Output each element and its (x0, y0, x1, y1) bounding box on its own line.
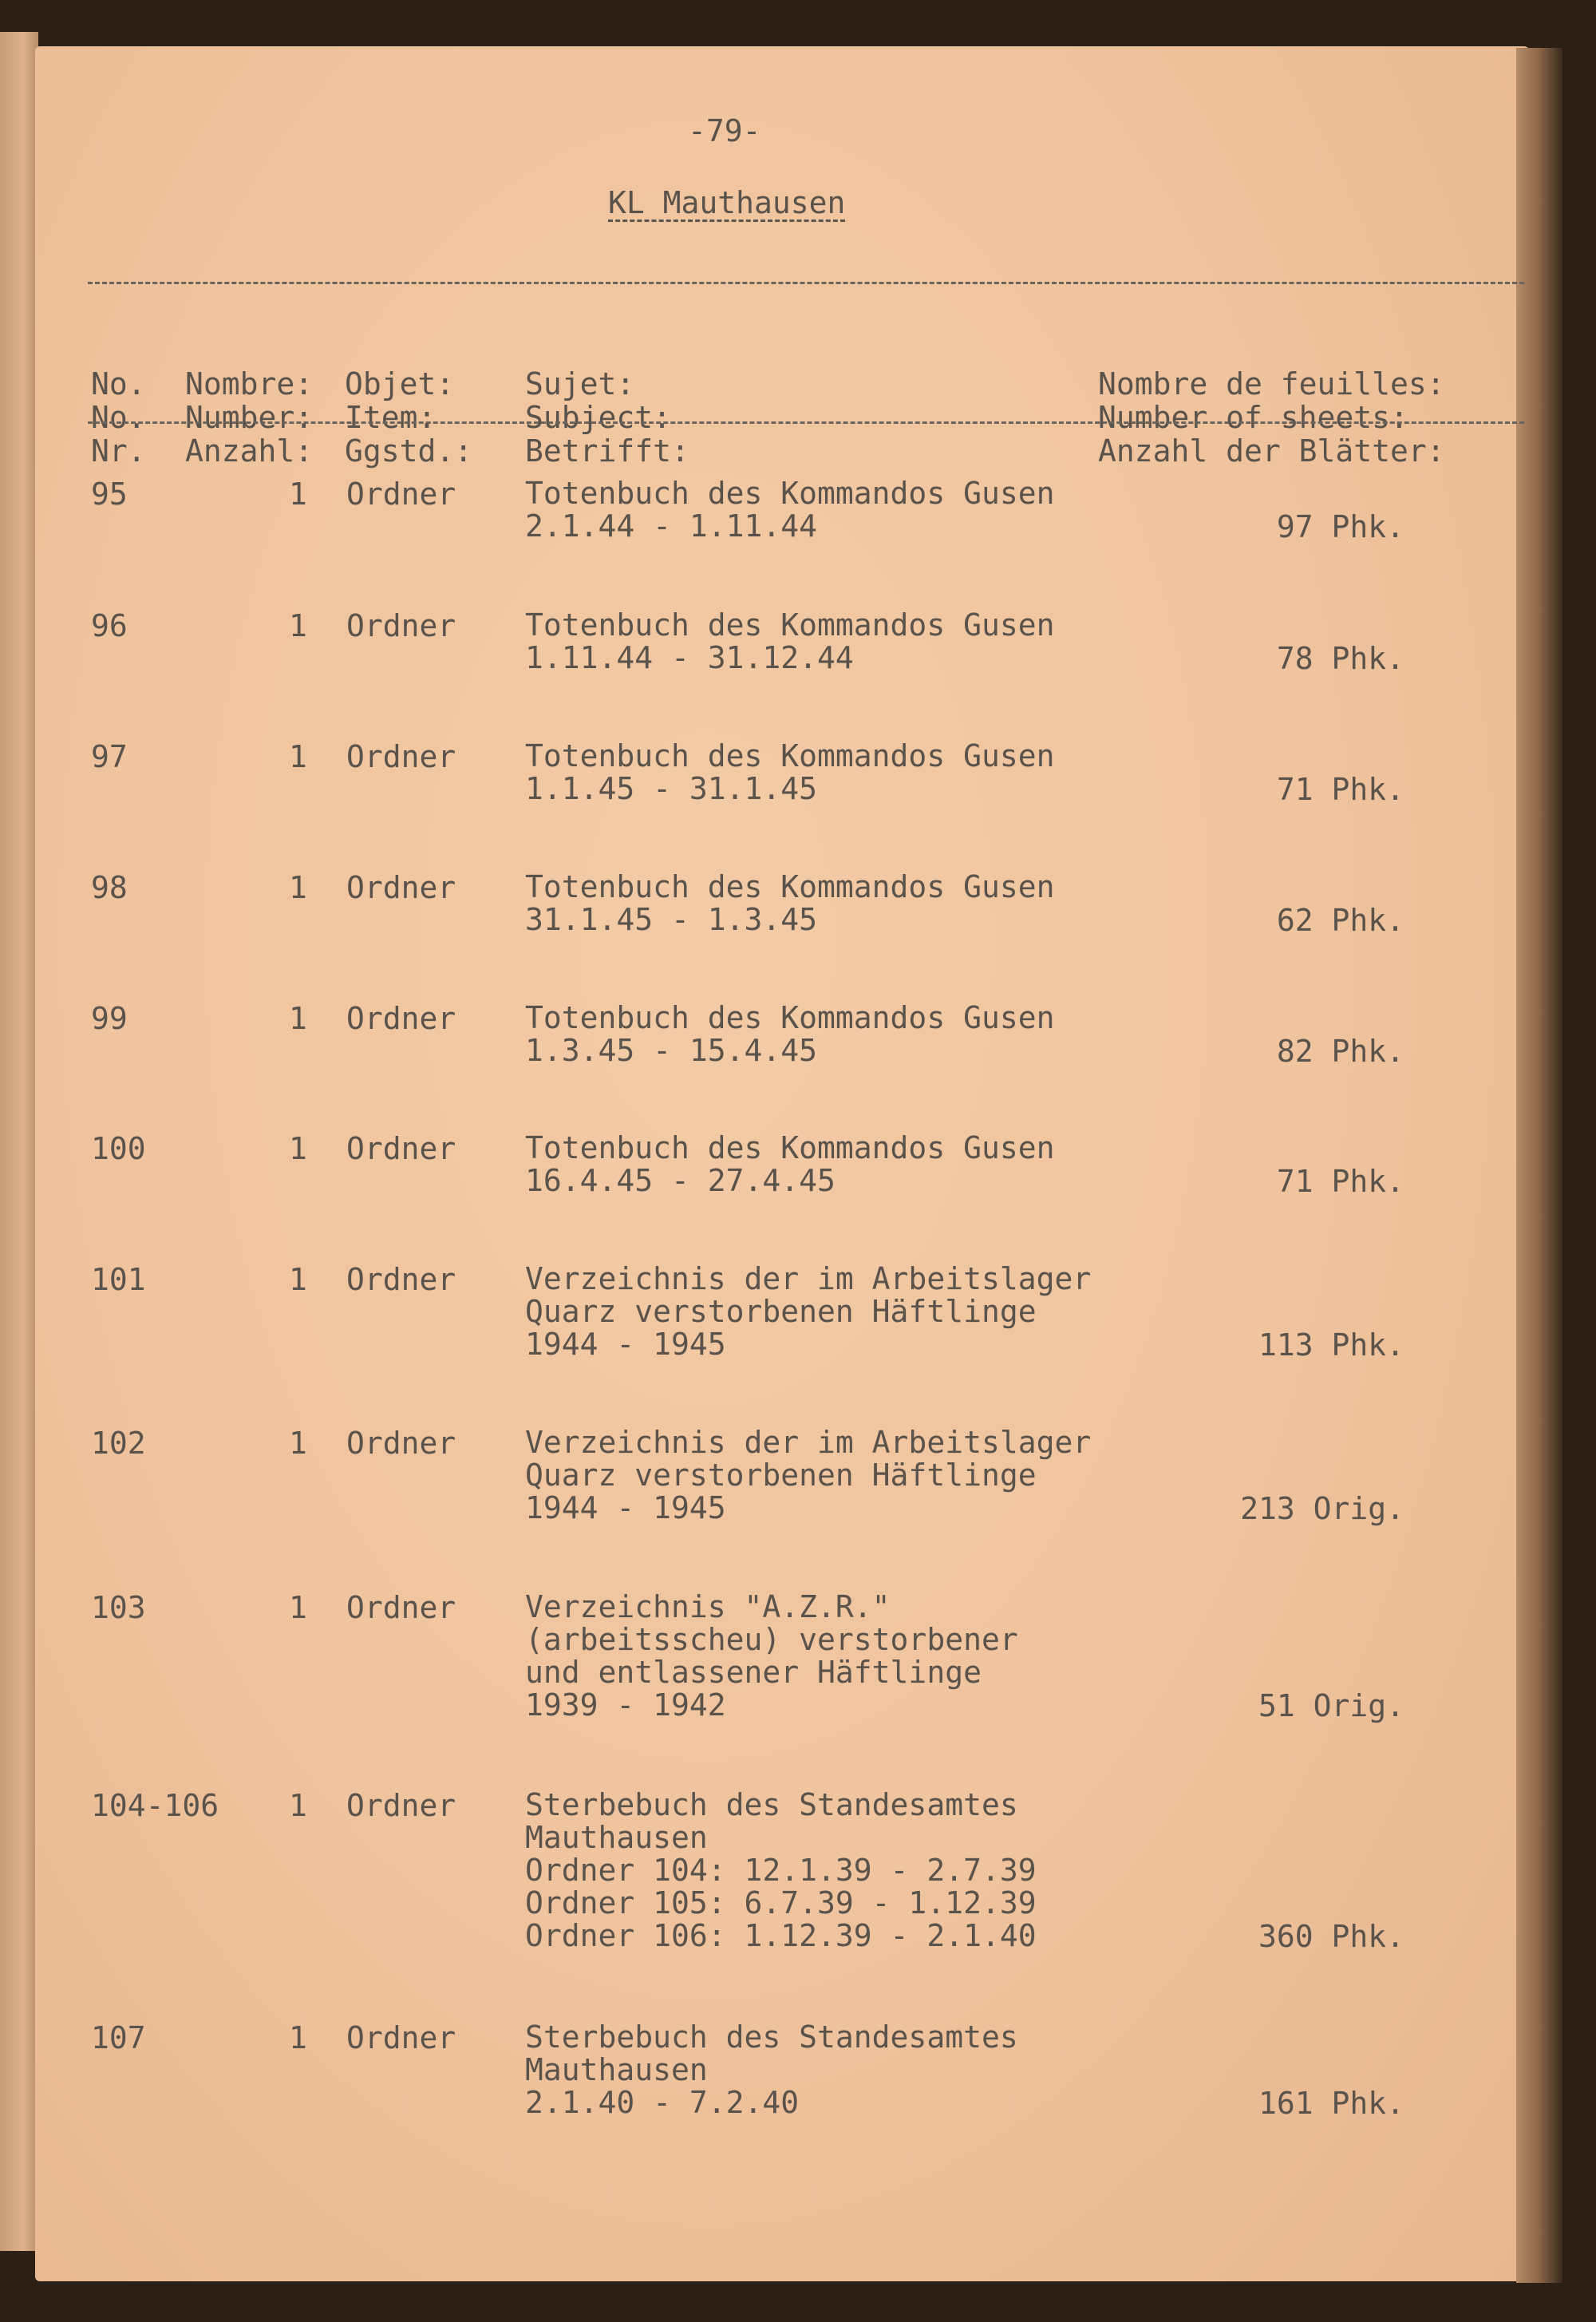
entry-sheet-count: 360 Phk. (1258, 1919, 1404, 1954)
entry-item: Ordner (346, 739, 456, 774)
facing-page-edge (0, 32, 38, 2251)
entry-number: 103 (91, 1590, 146, 1625)
header-rule-top (88, 282, 1524, 284)
entry-item: Ordner (346, 1426, 456, 1461)
header-col-item: Objet: Item: Ggstd.: (345, 366, 473, 469)
entry-number: 99 (91, 1001, 128, 1036)
entry-number: 107 (91, 2020, 146, 2055)
entry-sheet-count: 78 Phk. (1276, 641, 1404, 676)
entry-sheet-count: 97 Phk. (1276, 509, 1404, 544)
entry-sheet-count: 113 Phk. (1258, 1327, 1404, 1363)
entry-quantity: 1 (289, 1262, 307, 1297)
entry-sheet-count: 62 Phk. (1276, 903, 1404, 938)
entry-number: 96 (91, 608, 128, 643)
entry-number: 97 (91, 739, 128, 774)
entry-item: Ordner (346, 870, 456, 905)
entry-item: Ordner (346, 1590, 456, 1625)
header-col-subject: Sujet: Subject: Betrifft: (525, 366, 689, 469)
entry-sheet-count: 213 Orig. (1240, 1491, 1404, 1526)
entry-description: Verzeichnis "A.Z.R." (arbeitsscheu) verstorbener und entlassener Häftlinge 1939 - 1942 (525, 1589, 1018, 1723)
entry-description: Verzeichnis der im Arbeitslager Quarz verstorbenen Häftlinge 1944 - 1945 (525, 1425, 1092, 1525)
entry-description: Totenbuch des Kommandos Gusen 1.1.45 - 31.1.45 (525, 738, 1055, 806)
entry-quantity: 1 (289, 608, 307, 643)
entry-sheet-count: 51 Orig. (1258, 1688, 1404, 1723)
entry-description: Sterbebuch des Standesamtes Mauthausen Ordner 104: 12.1.39 - 2.7.39 Ordner 105: 6.7.39 - 1.12.39 Ordner 106: 1.12.39 - 2.1.40 (525, 1787, 1037, 1953)
page-number: -79- (688, 113, 761, 148)
entry-item: Ordner (346, 477, 456, 512)
entry-sheet-count: 82 Phk. (1276, 1034, 1404, 1069)
header-rule-bottom (88, 421, 1524, 424)
entry-sheet-count: 71 Phk. (1276, 772, 1404, 807)
entry-quantity: 1 (289, 739, 307, 774)
entry-quantity: 1 (289, 1426, 307, 1461)
entry-sheet-count: 161 Phk. (1258, 2086, 1404, 2121)
entry-sheet-count: 71 Phk. (1276, 1164, 1404, 1199)
entry-description: Verzeichnis der im Arbeitslager Quarz verstorbenen Häftlinge 1944 - 1945 (525, 1261, 1092, 1362)
entry-description: Sterbebuch des Standesamtes Mauthausen 2.1.40 - 7.2.40 (525, 2019, 1018, 2120)
entry-quantity: 1 (289, 1001, 307, 1036)
entry-number: 102 (91, 1426, 146, 1461)
page-title: KL Mauthausen (608, 185, 846, 220)
entry-quantity: 1 (289, 870, 307, 905)
entry-quantity: 1 (289, 1131, 307, 1166)
entry-item: Ordner (346, 1131, 456, 1166)
entry-description: Totenbuch des Kommandos Gusen 1.3.45 - 15.4.45 (525, 1000, 1055, 1068)
entry-quantity: 1 (289, 1788, 307, 1823)
header-col-sheets: Nombre de feuilles: Number of sheets: Anzahl der Blätter: (1098, 366, 1445, 469)
entry-quantity: 1 (289, 1590, 307, 1625)
entry-number: 104-106 (91, 1788, 219, 1823)
entry-quantity: 1 (289, 2020, 307, 2055)
entry-description: Totenbuch des Kommandos Gusen 1.11.44 - 31.12.44 (525, 607, 1055, 675)
header-col-qty: Nombre: Number: Anzahl: (185, 366, 314, 469)
entry-item: Ordner (346, 2020, 456, 2055)
binding-shadow (1516, 48, 1562, 2283)
entry-item: Ordner (346, 608, 456, 643)
entry-quantity: 1 (289, 477, 307, 512)
entry-description: Totenbuch des Kommandos Gusen 16.4.45 - 27.4.45 (525, 1130, 1055, 1198)
entry-number: 101 (91, 1262, 146, 1297)
entry-number: 100 (91, 1131, 146, 1166)
entry-number: 95 (91, 477, 128, 512)
header-col-no: No. No. Nr. (91, 366, 146, 469)
entry-item: Ordner (346, 1001, 456, 1036)
entry-item: Ordner (346, 1788, 456, 1823)
entry-number: 98 (91, 870, 128, 905)
entry-item: Ordner (346, 1262, 456, 1297)
entry-description: Totenbuch des Kommandos Gusen 2.1.44 - 1.11.44 (525, 476, 1055, 544)
entry-description: Totenbuch des Kommandos Gusen 31.1.45 - 1.3.45 (525, 869, 1055, 937)
